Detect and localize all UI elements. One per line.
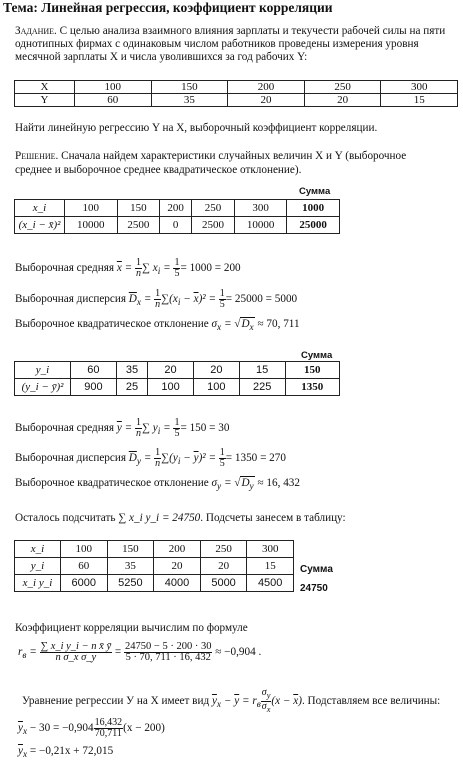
table-cell: x_i xyxy=(15,541,61,558)
regression-line-2: $\overline{y}_x = -0,21x + 72,015$ xyxy=(18,745,114,761)
regression-line-1-num: 16,432 xyxy=(94,717,123,728)
table-cell: (y_i − ȳ)² xyxy=(15,379,71,396)
table-cell: y_i xyxy=(15,558,61,575)
table-cell: 250 xyxy=(200,541,247,558)
y-disp-formula: = 1350 = 270 xyxy=(225,452,286,465)
table-cell: 35 xyxy=(107,558,154,575)
y-sd-value: ≈ 16, 432 xyxy=(257,477,300,489)
regression-line-1: $\overline{y}_x - 30 = -0,904$ $\frac{16,432}{70,711}$ (x − 200) xyxy=(18,717,165,739)
y-disp-label: Выборочная дисперсия xyxy=(15,452,126,465)
table-row xyxy=(15,362,340,379)
table-row-x xyxy=(15,81,458,94)
page-title: Тема: Линейная регрессия, коэффициент корреляции xyxy=(3,0,333,15)
table-cell: 60 xyxy=(71,362,117,379)
table-cell: 2500 xyxy=(192,217,234,234)
table-cell: 100 xyxy=(148,379,194,396)
regression-intro-text: Уравнение регрессии У на X имеет вид xyxy=(22,695,210,708)
table-cell-sum: 1350 xyxy=(285,379,339,396)
corr-result: ≈ −0,904 . xyxy=(215,646,262,659)
table-cell-sum: 1000 xyxy=(287,200,340,217)
table-cell: 300 xyxy=(381,81,458,94)
y-sd-label: Выборочное квадратическое отклонение xyxy=(15,477,209,489)
table-cell: 300 xyxy=(234,200,287,217)
task-text-1: С целью анализа взаимного влияния зарплаты и текучести рабочей силы на пяти xyxy=(56,25,446,37)
table-cell: 100 xyxy=(61,541,108,558)
table-cell: 100 xyxy=(193,379,239,396)
table-cell: 35 xyxy=(116,362,147,379)
solution-line-1 xyxy=(15,150,406,164)
table-cell: 5000 xyxy=(200,575,247,592)
table-cell: 10000 xyxy=(65,217,118,234)
table-cell: 100 xyxy=(75,81,152,94)
table-cell: 100 xyxy=(65,200,118,217)
table-cell: y_i xyxy=(15,362,71,379)
regression-line-1-den: 70,711 xyxy=(94,728,122,739)
y-mean-formula: = 150 = 30 xyxy=(180,422,230,435)
table-cell: 300 xyxy=(247,541,294,558)
table-cell: x_i y_i xyxy=(15,575,61,592)
table-cell: 150 xyxy=(107,541,154,558)
sum-label: Сумма xyxy=(300,564,333,575)
task-label: Задание. xyxy=(15,25,57,37)
table-cell: 200 xyxy=(154,541,201,558)
solution-text-1: Сначала найдем характеристики случайных величин X и Y (выборочное xyxy=(58,150,407,162)
task-line-2: однотипных фирмах с одинаковым числом работников проведены измерения уровня xyxy=(15,38,419,50)
table-cell: 0 xyxy=(160,217,192,234)
table-cell: 20 xyxy=(193,362,239,379)
table-cell: 6000 xyxy=(61,575,108,592)
x-table xyxy=(14,199,340,234)
corr-num-2: 24750 − 5 · 200 · 30 xyxy=(125,641,212,652)
table-row-y xyxy=(15,94,458,107)
solution-line-2: среднее и выборочное среднее квадратическое отклонение). xyxy=(15,164,302,176)
table-cell: 20 xyxy=(154,558,201,575)
x-mean-label: Выборочная средняя xyxy=(15,262,115,275)
x-mean-line: Выборочная средняя $\overline{x}$ = $\frac{1}{n}$ ∑ $x_i$ = $\frac{1}{5}$ = 1000 = 200 xyxy=(15,257,241,279)
table-cell: 15 xyxy=(381,94,458,107)
x-disp-line: Выборочная дисперсия $\overline{D}_x$ = $\frac{1}{n}$ $\sum(x_i - \overline{x})^2$ = $\frac{1}{5}$ = 25000 = 5000 xyxy=(15,288,298,310)
table-cell: 250 xyxy=(192,200,234,217)
corr-den-2: 5 · 70, 711 · 16, 432 xyxy=(125,652,211,663)
y-mean-line: Выборочная средняя $\overline{y}$ = $\frac{1}{n}$ ∑ $y_i$ = $\frac{1}{5}$ = 150 = 30 xyxy=(15,417,230,439)
table-cell: 20 xyxy=(304,94,381,107)
table-cell: 60 xyxy=(61,558,108,575)
regression-line-1-left: − 30 = −0,904 xyxy=(29,722,94,735)
corr-den-1: n σ_x σ_y xyxy=(55,652,97,663)
table-cell: Y xyxy=(15,94,75,107)
table-cell-sum: 25000 xyxy=(287,217,340,234)
regression-intro: Уравнение регрессии У на X имеет вид $\overline{y}_x - \overline{y} = r_в$ $\frac{\sigma_y}{\sigma_x}$ $(x - \overline{x})$. Подставляем все величины: xyxy=(22,687,441,714)
table-row xyxy=(15,217,340,234)
regression-line-1-right: (x − 200) xyxy=(123,722,165,735)
table-cell: 200 xyxy=(228,81,305,94)
table-row xyxy=(15,379,340,396)
table-cell: 25 xyxy=(116,379,147,396)
table-cell: 2500 xyxy=(117,217,159,234)
table-cell: 20 xyxy=(228,94,305,107)
y-disp-line: Выборочная дисперсия $\overline{D}_y$ = $\frac{1}{n}$ $\sum(y_i - \overline{y})^2$ = $\frac{1}{5}$ = 1350 = 270 xyxy=(15,447,286,469)
x-sd-line: Выборочное квадратическое отклонение $\sigma_x = √D_x \approx 70$, 711 xyxy=(15,318,300,334)
regression-line-2-formula: = −0,21x + 72,015 xyxy=(29,745,114,757)
task-line-3: месячной зарплаты X и числа уволившихся за год рабочих Y: xyxy=(15,51,308,63)
regression-intro-after: . Подставляем все величины: xyxy=(301,695,441,708)
table-cell: 15 xyxy=(247,558,294,575)
table-row xyxy=(15,575,294,592)
xy-table xyxy=(14,540,294,592)
table-cell: 4000 xyxy=(154,575,201,592)
table-cell: X xyxy=(15,81,75,94)
y-table xyxy=(14,361,340,396)
sum-value: 24750 xyxy=(300,583,328,594)
x-disp-label: Выборочная дисперсия xyxy=(15,293,126,306)
x-disp-formula: = 25000 = 5000 xyxy=(225,293,298,306)
remain-line xyxy=(15,512,346,526)
table-cell: 900 xyxy=(71,379,117,396)
corr-formula: $r_в$ = $\frac{\text{∑ x\_i y\_i − n x̄ ȳ}}{\text{n σ\_x σ\_y}}$ = $\frac{24750 - 5 \cdot 200 \cdot 30}{5 \cdot 70, 711 \cdot 16, 432}$ ≈ −0,904 . xyxy=(18,641,262,663)
sum-label: Сумма xyxy=(301,350,333,361)
sum-label: Сумма xyxy=(299,186,331,197)
task-line-1 xyxy=(15,25,445,39)
remain-text: Осталось подсчитать xyxy=(15,512,116,524)
remain-formula: ∑ x_i y_i = 24750 xyxy=(118,512,201,524)
table-cell: 35 xyxy=(151,94,228,107)
table-cell: 150 xyxy=(151,81,228,94)
table-cell: 150 xyxy=(117,200,159,217)
corr-num-1: ∑ x_i y_i − n x̄ ȳ xyxy=(40,641,112,652)
table-cell: 225 xyxy=(239,379,285,396)
table-cell: 5250 xyxy=(107,575,154,592)
table-cell: (x_i − x̄)² xyxy=(15,217,65,234)
table-cell: 200 xyxy=(160,200,192,217)
solution-label: Решение. xyxy=(15,150,59,162)
table-cell: 15 xyxy=(239,362,285,379)
table-cell: 60 xyxy=(75,94,152,107)
y-sd-line: Выборочное квадратическое отклонение $\sigma_y = √D_y \approx 16$, 432 xyxy=(15,477,300,493)
table-cell: 20 xyxy=(148,362,194,379)
table-cell: 20 xyxy=(200,558,247,575)
x-mean-formula: = 1000 = 200 xyxy=(180,262,241,275)
table-cell: 4500 xyxy=(247,575,294,592)
table-row xyxy=(15,200,340,217)
table-cell: 10000 xyxy=(234,217,287,234)
remain-text-after: . Подсчеты занесем в таблицу: xyxy=(200,512,346,524)
table-cell: x_i xyxy=(15,200,65,217)
data-table-xy xyxy=(14,80,458,107)
y-mean-label: Выборочная средняя xyxy=(15,422,115,435)
x-sd-label: Выборочное квадратическое отклонение xyxy=(15,318,209,330)
find-text: Найти линейную регрессию Y на X, выборочный коэффициент корреляции. xyxy=(15,122,378,134)
corr-intro: Коэффициент корреляции вычислим по формуле xyxy=(15,622,248,634)
x-sd-value: ≈ 70, 711 xyxy=(257,318,300,330)
table-cell-sum: 150 xyxy=(285,362,339,379)
table-row xyxy=(15,558,294,575)
table-cell: 250 xyxy=(304,81,381,94)
table-row xyxy=(15,541,294,558)
